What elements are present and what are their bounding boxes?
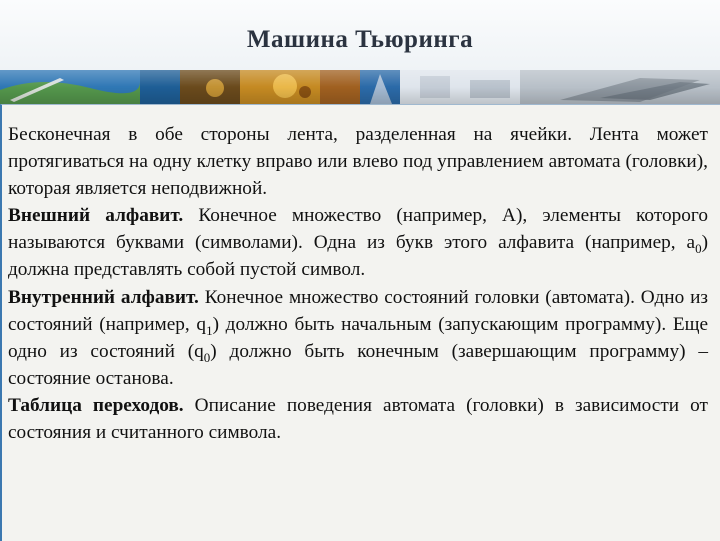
slide-body <box>8 121 708 446</box>
slide-title: Машина Тьюринга <box>246 26 474 53</box>
decorative-banner <box>0 70 720 104</box>
paragraph-transition-table: Таблица переходов. Описание поведения автомата (головки) в зависимости от состояния и считанного символа. <box>8 394 708 444</box>
title-bar <box>0 0 720 70</box>
paragraph-internal-alphabet: Внутренний алфавит. Конечное множество состояний головки (автомата). Одно из состояний (например, $q_1$) должно быть начальным (запускающим программу). Еще одно из состояний $(q_0)$ должно быть конечным (завершающим программу) – состояние останова. <box>8 286 709 389</box>
term-transition-table: Таблица переходов. <box>8 394 184 416</box>
term-external-alphabet: Внешний алфавит. <box>8 205 184 227</box>
paragraph-external-alphabet: Внешний алфавит. Конечное множество (например, А), элементы которого называются буквами (символами). Одна из букв этого алфавита (например, $a_0$) должна представлять собой пустой символ. <box>8 205 708 281</box>
paragraph-tape: Бесконечная в обе стороны лента, разделенная на ячейки. Лента может протягиваться на одну клетку вправо или влево под управлением автомата (головки), которая является неподвижной. <box>8 124 708 200</box>
term-internal-alphabet: Внутренний алфавит. <box>8 286 199 308</box>
